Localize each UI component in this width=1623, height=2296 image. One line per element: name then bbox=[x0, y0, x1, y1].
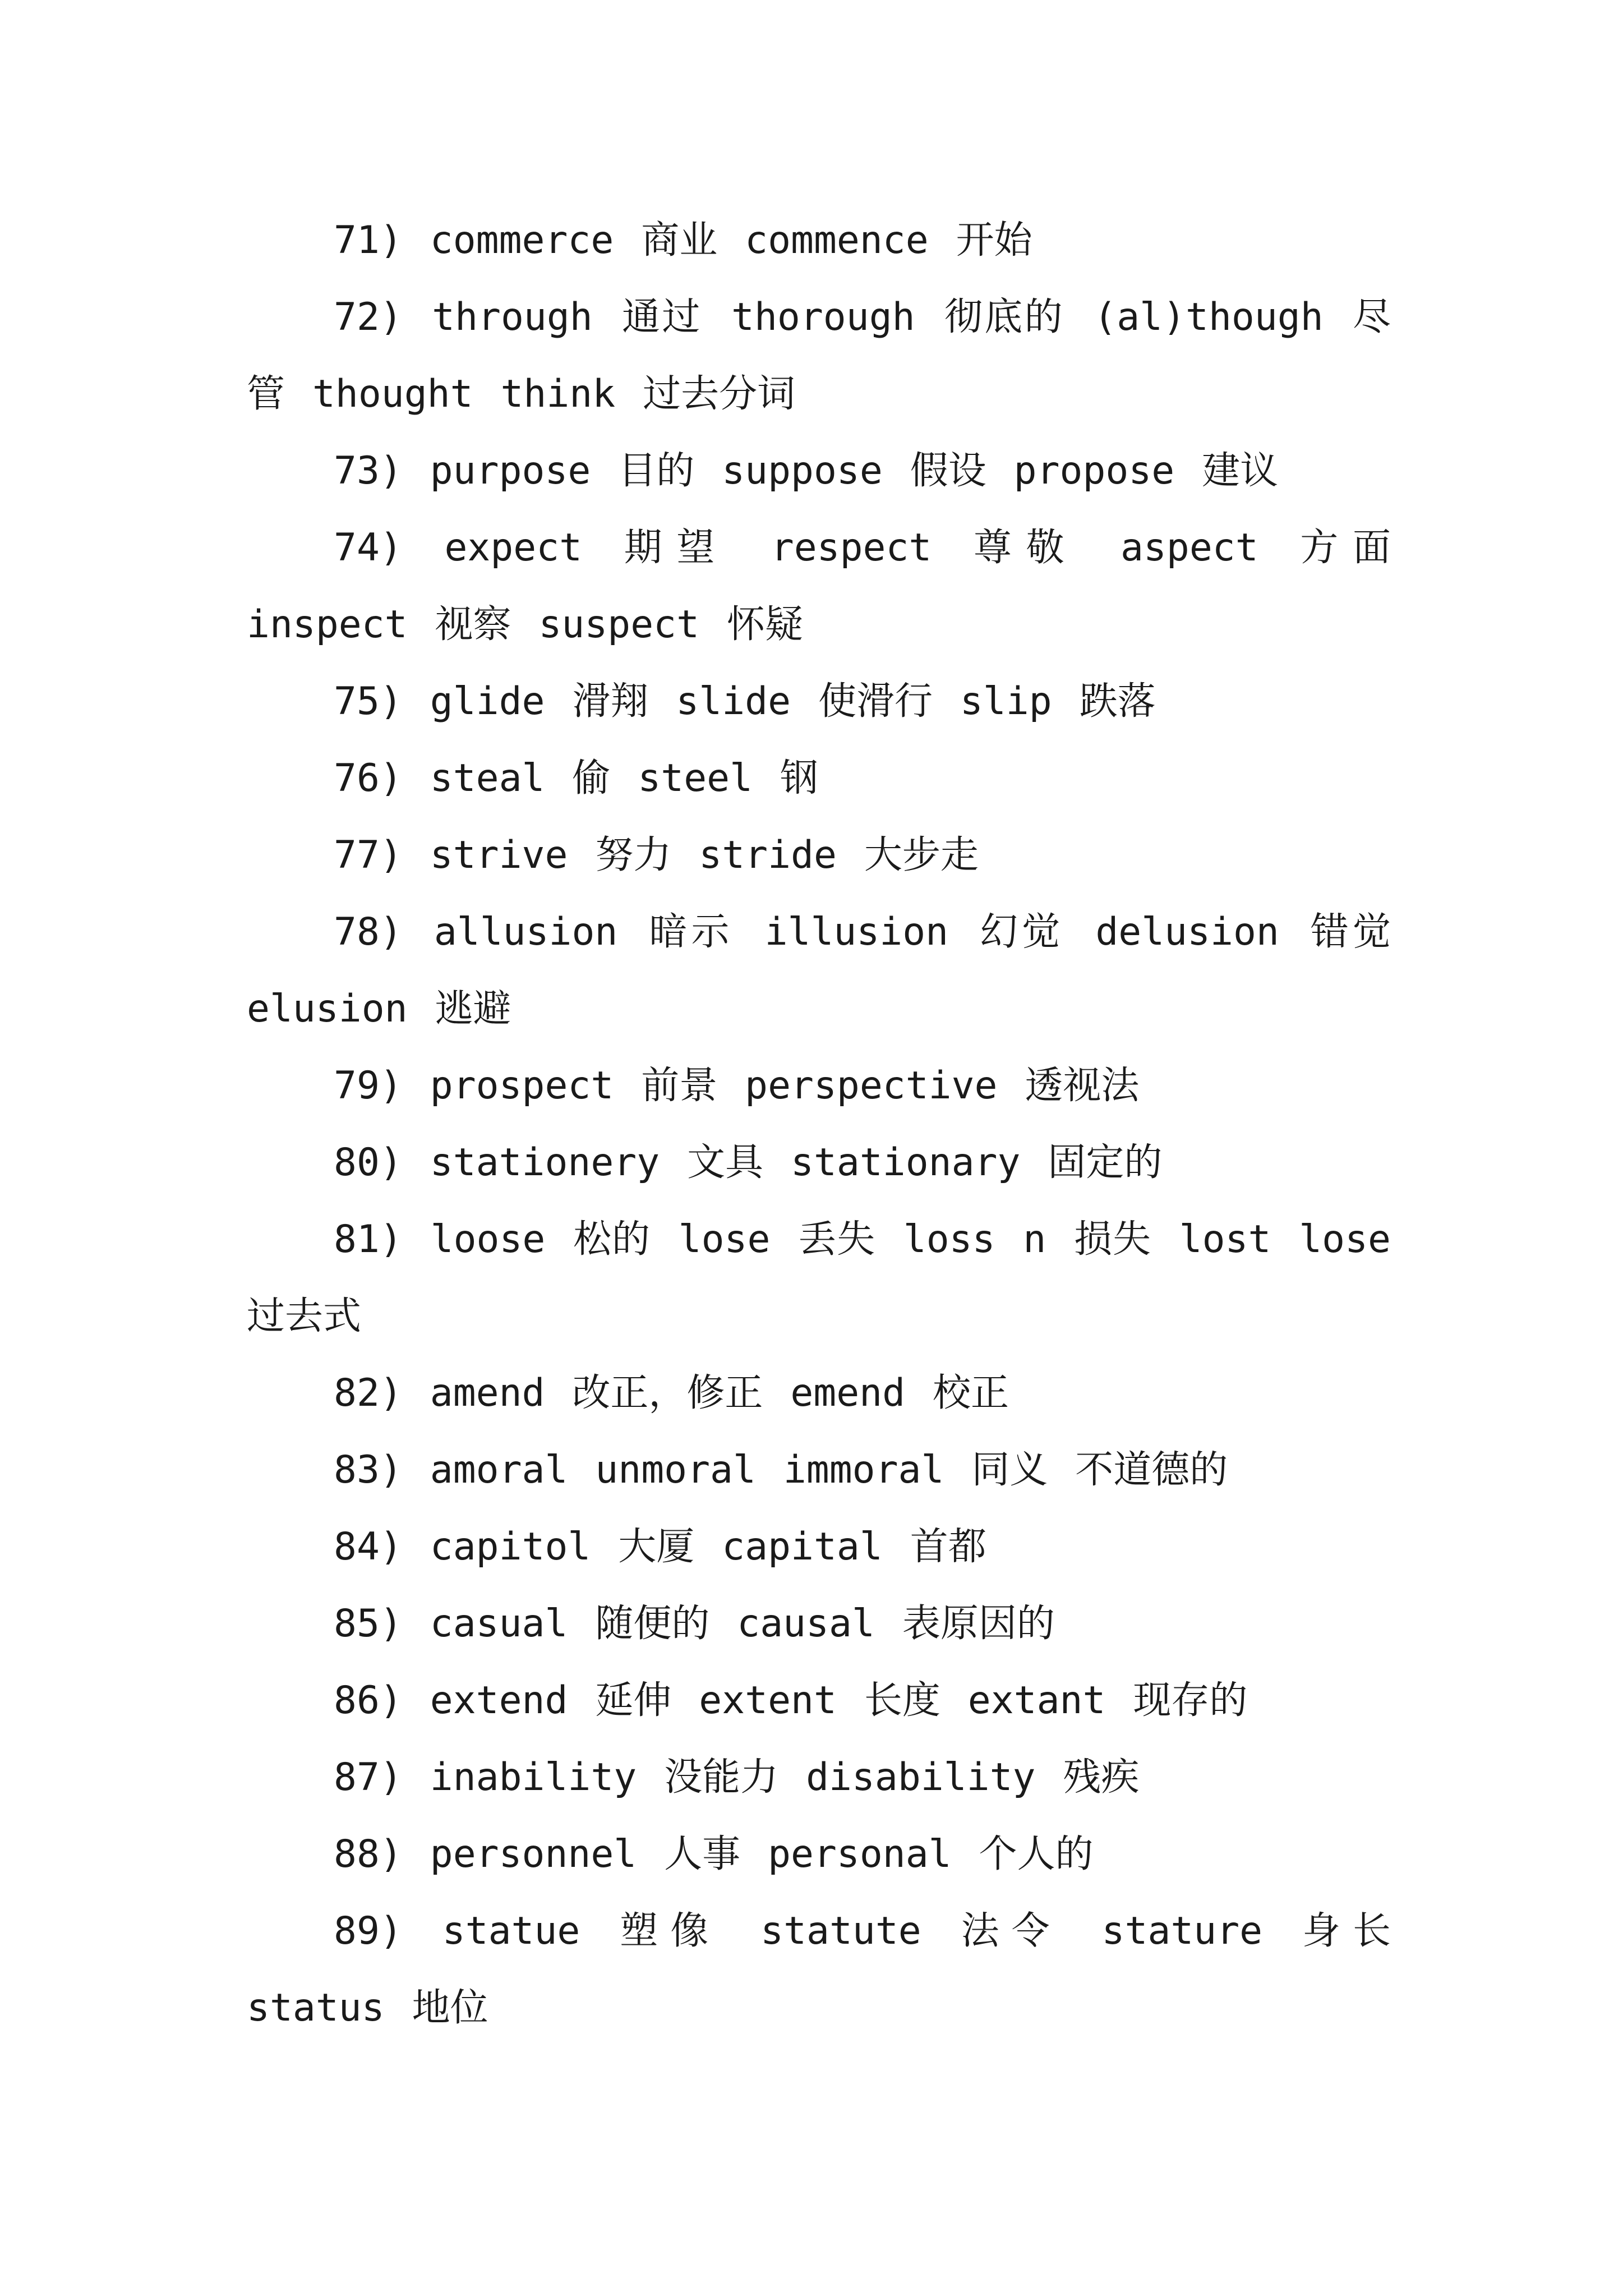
list-item: 79) prospect 前景 perspective 透视法 bbox=[334, 1064, 1140, 1108]
list-item: 71) commerce 商业 commence 开始 bbox=[334, 218, 1032, 263]
list-item: 83) amoral unmoral immoral 同义 不道德的 bbox=[334, 1448, 1228, 1492]
list-item: 88) personnel 人事 personal 个人的 bbox=[334, 1832, 1094, 1876]
list-item: 85) casual 随便的 causal 表原因的 bbox=[334, 1602, 1055, 1646]
list-item: 82) amend 改正，修正 emend 校正 bbox=[334, 1371, 1009, 1415]
list-item: 72) through 通过 thorough 彻底的 (al)though 尽管 thought think 过去分词 bbox=[247, 295, 1391, 416]
list-item: 80) stationery 文具 stationary 固定的 bbox=[334, 1140, 1163, 1185]
list-item: 78) allusion 暗示 illusion 幻觉 delusion 错觉 elusion 逃避 bbox=[247, 910, 1391, 1031]
list-item: 76) steal 偷 steel 钢 bbox=[334, 756, 818, 800]
list-item: 74) expect 期望 respect 尊敬 aspect 方面 inspect 视察 suspect 怀疑 bbox=[247, 526, 1391, 647]
list-item: 73) purpose 目的 suppose 假设 propose 建议 bbox=[334, 449, 1279, 493]
list-item: 77) strive 努力 stride 大步走 bbox=[334, 833, 979, 877]
list-item: 87) inability 没能力 disability 残疾 bbox=[334, 1755, 1140, 1800]
list-item: 75) glide 滑翔 slide 使滑行 slip 跌落 bbox=[334, 679, 1156, 724]
list-item: 89) statue 塑像 statute 法令 stature 身长 status 地位 bbox=[247, 1909, 1391, 2030]
list-item: 81) loose 松的 lose 丢失 loss n 损失 lost lose 过去式 bbox=[247, 1217, 1391, 1338]
list-item: 86) extend 延伸 extent 长度 extant 现存的 bbox=[334, 1678, 1248, 1723]
vocabulary-list bbox=[247, 202, 1391, 2046]
list-item: 84) capitol 大厦 capital 首都 bbox=[334, 1525, 986, 1569]
